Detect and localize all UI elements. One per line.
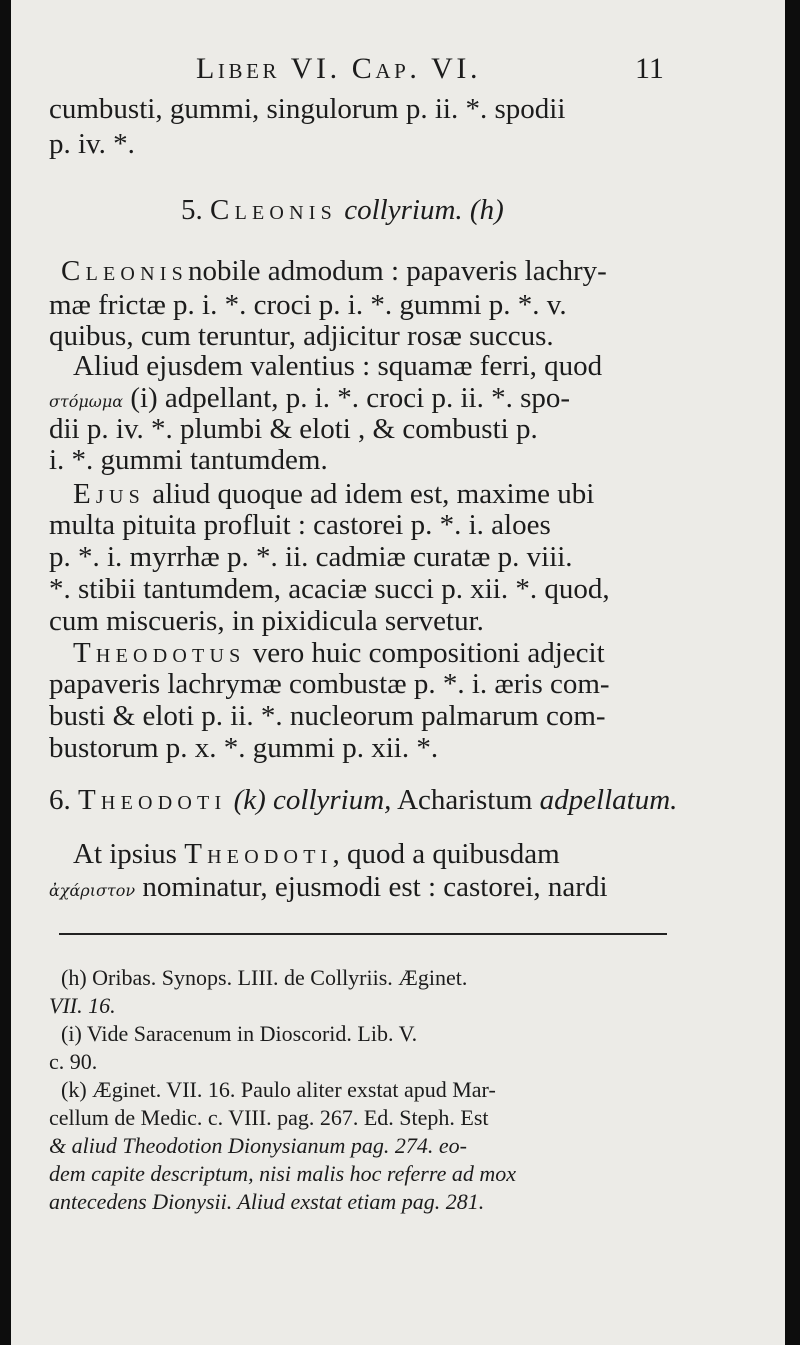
footnote-line: (i) Vide Saracenum in Dioscorid. Lib. V. xyxy=(61,1021,418,1046)
text-line: multa pituita profluit : castorei p. *. i. aloes xyxy=(49,509,551,541)
text-line: Theodotus vero huic compositioni adjecit xyxy=(73,637,605,669)
text-line: mæ frictæ p. i. *. croci p. i. *. gummi p. *. v. xyxy=(49,289,567,321)
footnote-line: (k) Æginet. VII. 16. Paulo aliter exstat apud Mar- xyxy=(61,1077,496,1102)
text-line: dii p. iv. *. plumbi & eloti , & combusti p. xyxy=(49,413,538,445)
text-line: At ipsius Theodoti, quod a quibusdam xyxy=(73,838,560,870)
section-heading: 6. Theodoti (k) collyrium, Acharistum adpellatum. xyxy=(49,784,678,816)
page-number: 11 xyxy=(635,52,664,85)
text-line: Cleonisnobile admodum : papaveris lachry- xyxy=(61,255,607,287)
text-line: *. stibii tantumdem, acaciæ succi p. xii. *. quod, xyxy=(49,573,610,605)
text-line: quibus, cum teruntur, adjicitur rosæ succus. xyxy=(49,320,554,352)
text-line: p. iv. *. xyxy=(49,128,135,160)
greek-word: στόμωμα xyxy=(49,392,124,411)
running-header: Liber VI. Cap. VI. xyxy=(196,52,482,85)
footnote-line: (h) Oribas. Synops. LIII. de Collyriis. Æginet. xyxy=(61,965,468,990)
footnote-rule xyxy=(59,933,667,935)
text-line: στόμωμα (i) adpellant, p. i. *. croci p. ii. *. spo- xyxy=(49,382,571,414)
footnote-line: c. 90. xyxy=(49,1049,98,1074)
text-line: p. *. i. myrrhæ p. *. ii. cadmiæ curatæ p. viii. xyxy=(49,541,573,573)
text-line: cum miscueris, in pixidicula servetur. xyxy=(49,605,484,637)
text-line: Ejus aliud quoque ad idem est, maxime ubi xyxy=(73,478,595,510)
footnote-line: dem capite descriptum, nisi malis hoc referre ad mox xyxy=(49,1161,517,1186)
text-line: papaveris lachrymæ combustæ p. *. i. æris com- xyxy=(49,668,610,700)
footnote-line: antecedens Dionysii. Aliud exstat etiam pag. 281. xyxy=(49,1189,485,1214)
text-line: busti & eloti p. ii. *. nucleorum palmarum com- xyxy=(49,700,606,732)
text-line: i. *. gummi tantumdem. xyxy=(49,444,328,476)
text-line: bustorum p. x. *. gummi p. xii. *. xyxy=(49,732,439,764)
footnote-line: cellum de Medic. c. VIII. pag. 267. Ed. Steph. Est xyxy=(49,1105,489,1130)
footnote-line: & aliud Theodotion Dionysianum pag. 274. eo- xyxy=(49,1133,467,1158)
text-line: ἀχάριστον nominatur, ejusmodi est : castorei, nardi xyxy=(49,871,608,903)
section-heading: 5. Cleonis collyrium. (h) xyxy=(181,194,504,226)
greek-word: ἀχάριστον xyxy=(49,881,136,900)
text-line: Aliud ejusdem valentius : squamæ ferri, quod xyxy=(73,350,603,382)
footnote-line: VII. 16. xyxy=(49,993,116,1018)
book-page xyxy=(11,0,785,1345)
text-line: cumbusti, gummi, singulorum p. ii. *. spodii xyxy=(49,93,566,125)
